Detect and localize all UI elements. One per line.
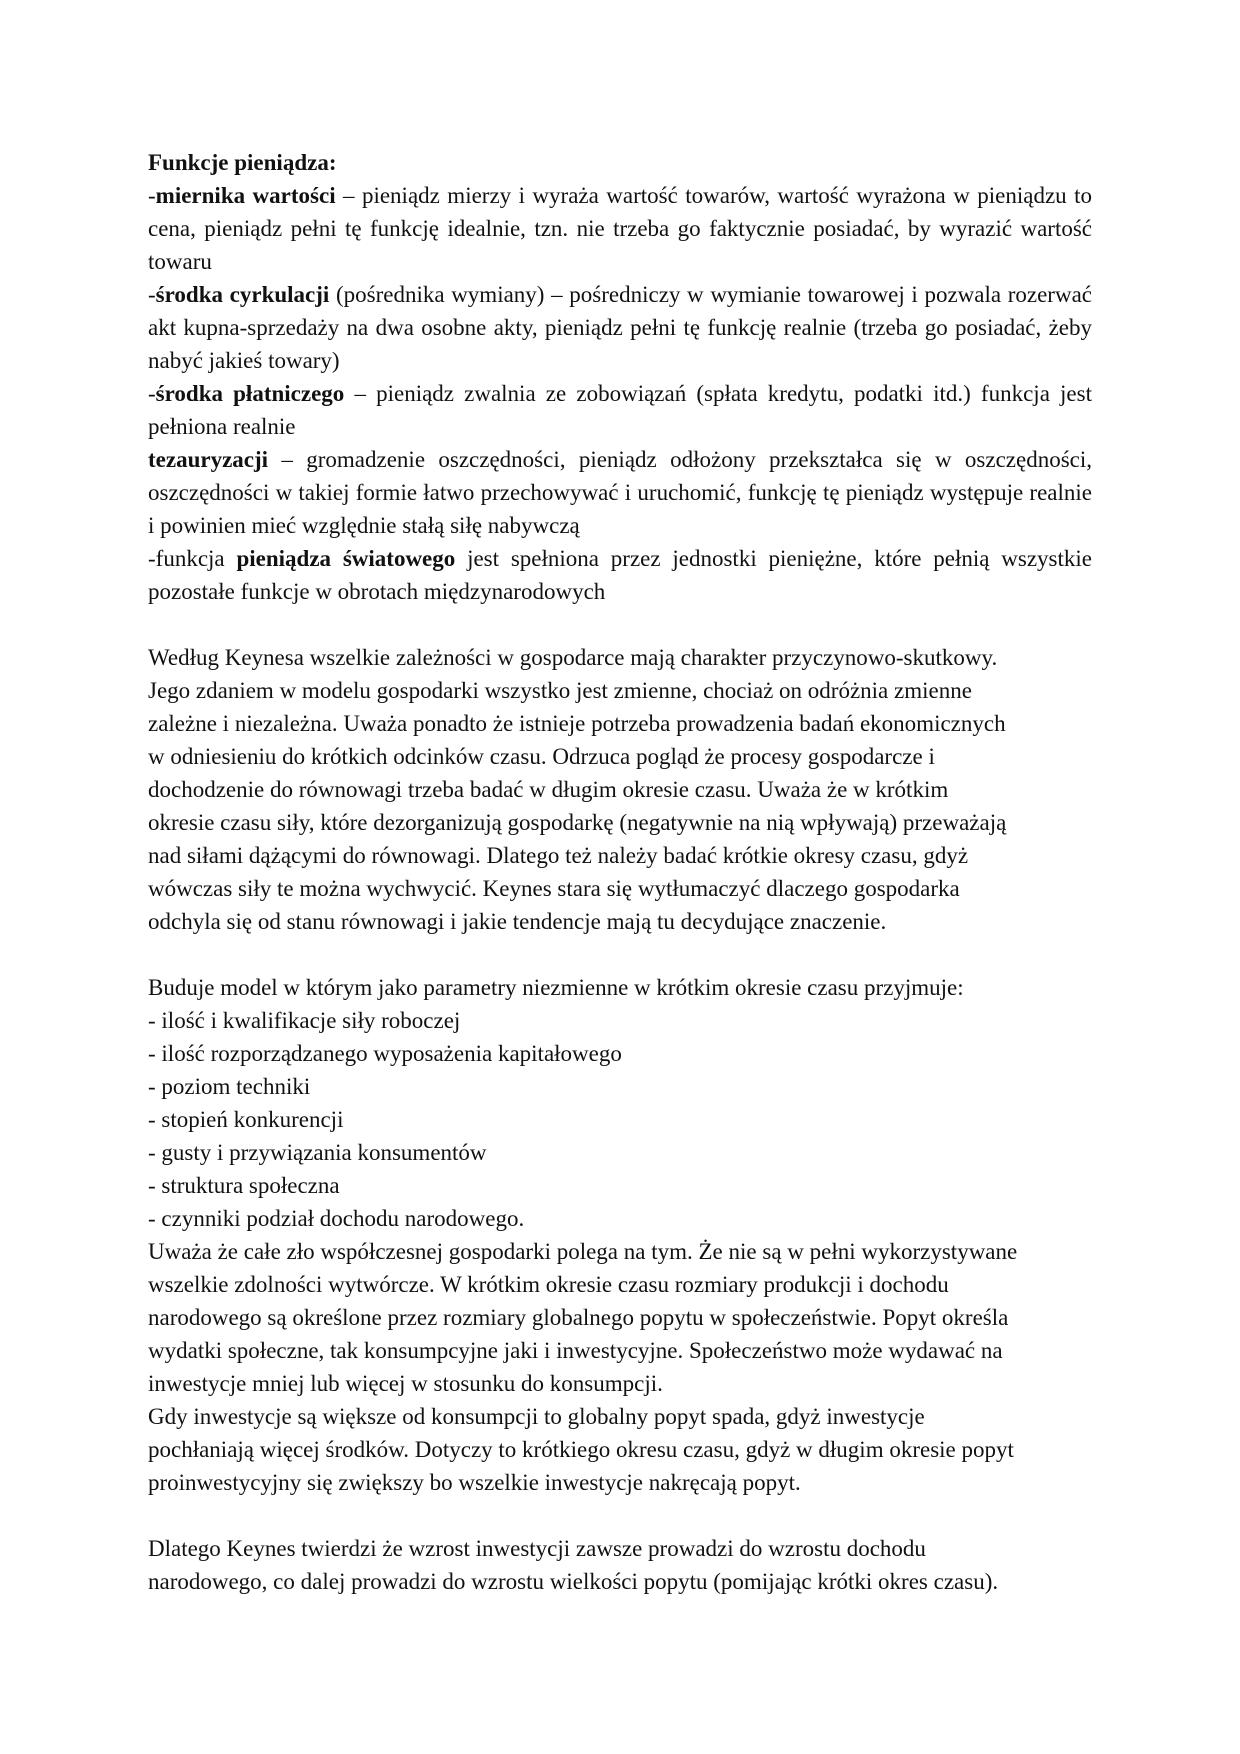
function-term: środka cyrkulacji bbox=[155, 282, 330, 307]
function-prefix: - bbox=[148, 282, 156, 307]
text-line: Jego zdaniem w modelu gospodarki wszystko jest zmienne, chociaż on odróżnia zmienne bbox=[148, 678, 972, 703]
text-line: odchyla się od stanu równowagi i jakie tendencje mają tu decydujące znaczenie. bbox=[148, 909, 887, 934]
text-line: dochodzenie do równowagi trzeba badać w długim okresie czasu. Uważa że w krótkim bbox=[148, 777, 949, 802]
function-description: – pieniądz zwalnia ze zobowiązań (spłata kredytu, podatki itd.) funkcja jest pełniona realnie bbox=[148, 381, 1092, 439]
text-line: Dlatego Keynes twierdzi że wzrost inwestycji zawsze prowadzi do wzrostu dochodu bbox=[148, 1536, 926, 1561]
text-line: Uważa że całe zło współczesnej gospodarki polega na tym. Że nie są w pełni wykorzystywane bbox=[148, 1239, 1018, 1264]
text-line: Gdy inwestycje są większe od konsumpcji to globalny popyt spada, gdyż inwestycje bbox=[148, 1404, 925, 1429]
paragraph-gap bbox=[148, 1499, 1092, 1532]
list-item: - poziom techniki bbox=[148, 1074, 311, 1099]
list-item: - stopień konkurencji bbox=[148, 1107, 344, 1132]
document-page bbox=[148, 146, 1092, 1598]
page-heading bbox=[148, 146, 1092, 179]
list-item: - gusty i przywiązania konsumentów bbox=[148, 1140, 487, 1165]
model-intro: Buduje model w którym jako parametry niezmienne w krótkim okresie czasu przyjmuje: bbox=[148, 975, 964, 1000]
text-line: okresie czasu siły, które dezorganizują gospodarkę (negatywnie na nią wpływają) przeważają bbox=[148, 810, 1007, 835]
function-prefix: -funkcja bbox=[148, 546, 237, 571]
function-prefix: - bbox=[148, 381, 156, 406]
function-item bbox=[148, 377, 1092, 443]
function-description: – pieniądz mierzy i wyraża wartość towarów, wartość wyrażona w pieniądzu to cena, pieniądz pełni tę funkcję idealnie, tzn. nie trzeba go faktycznie posiadać, by wyrazić wartość towaru bbox=[148, 183, 1092, 274]
function-term: miernika wartości bbox=[155, 183, 336, 208]
text-line: wydatki społeczne, tak konsumpcyjne jaki i inwestycyjne. Społeczeństwo może wydawać na bbox=[148, 1338, 1003, 1363]
text-line: wszelkie zdolności wytwórcze. W krótkim okresie czasu rozmiary produkcji i dochodu bbox=[148, 1272, 949, 1297]
text-line: nad siłami dążącymi do równowagi. Dlatego też należy badać krótkie okresy czasu, gdyż bbox=[148, 843, 969, 868]
function-item bbox=[148, 443, 1092, 542]
text-line: pochłaniają więcej środków. Dotyczy to krótkiego okresu czasu, gdyż w długim okresie popyt bbox=[148, 1437, 1014, 1462]
function-item bbox=[148, 542, 1092, 608]
list-item: - ilość i kwalifikacje siły roboczej bbox=[148, 1008, 461, 1033]
function-term: pieniądza światowego bbox=[236, 546, 456, 571]
heading-text: Funkcje pieniądza: bbox=[148, 150, 337, 175]
model-paragraph bbox=[148, 971, 1092, 1499]
text-line: narodowego są określone przez rozmiary globalnego popytu w społeczeństwie. Popyt określa bbox=[148, 1305, 1009, 1330]
function-prefix: - bbox=[148, 183, 156, 208]
list-item: - czynniki podział dochodu narodowego. bbox=[148, 1206, 525, 1231]
conclusion-paragraph bbox=[148, 1532, 1092, 1598]
text-line: proinwestycyjny się zwiększy bo wszelkie inwestycje nakręcają popyt. bbox=[148, 1470, 801, 1495]
paragraph-gap bbox=[148, 938, 1092, 971]
list-item: - struktura społeczna bbox=[148, 1173, 340, 1198]
function-term: tezauryzacji bbox=[148, 447, 269, 472]
function-item bbox=[148, 278, 1092, 377]
text-line: wówczas siły te można wychwycić. Keynes stara się wytłumaczyć dlaczego gospodarka bbox=[148, 876, 960, 901]
function-description: – gromadzenie oszczędności, pieniądz odłożony przekształca się w oszczędności, oszczędności w takiej formie łatwo przechowywać i uruchomić, funkcję tę pieniądz występuje realnie i powinien mieć względnie stałą siłę nabywczą bbox=[148, 447, 1092, 538]
function-item bbox=[148, 179, 1092, 278]
text-line: w odniesieniu do krótkich odcinków czasu. Odrzuca pogląd że procesy gospodarcze i bbox=[148, 744, 935, 769]
paragraph-gap bbox=[148, 608, 1092, 641]
text-line: zależne i niezależna. Uważa ponadto że istnieje potrzeba prowadzenia badań ekonomicznych bbox=[148, 711, 1006, 736]
list-item: - ilość rozporządzanego wyposażenia kapitałowego bbox=[148, 1041, 622, 1066]
function-description: jest spełniona przez jednostki pieniężne, które pełnią wszystkie pozostałe funkcje w obrotach międzynarodowych bbox=[148, 546, 1092, 604]
function-term: środka płatniczego bbox=[155, 381, 345, 406]
function-description: (pośrednika wymiany) – pośredniczy w wymianie towarowej i pozwala rozerwać akt kupna-sprzedaży na dwa osobne akty, pieniądz pełni tę funkcję realnie (trzeba go posiadać, żeby nabyć jakieś towary) bbox=[148, 282, 1092, 373]
text-line: inwestycje mniej lub więcej w stosunku do konsumpcji. bbox=[148, 1371, 663, 1396]
text-line: Według Keynesa wszelkie zależności w gospodarce mają charakter przyczynowo-skutkowy. bbox=[148, 645, 998, 670]
text-line: narodowego, co dalej prowadzi do wzrostu wielkości popytu (pomijając krótki okres czasu). bbox=[148, 1569, 999, 1594]
keynes-paragraph bbox=[148, 641, 1092, 938]
money-functions-list bbox=[148, 179, 1092, 608]
